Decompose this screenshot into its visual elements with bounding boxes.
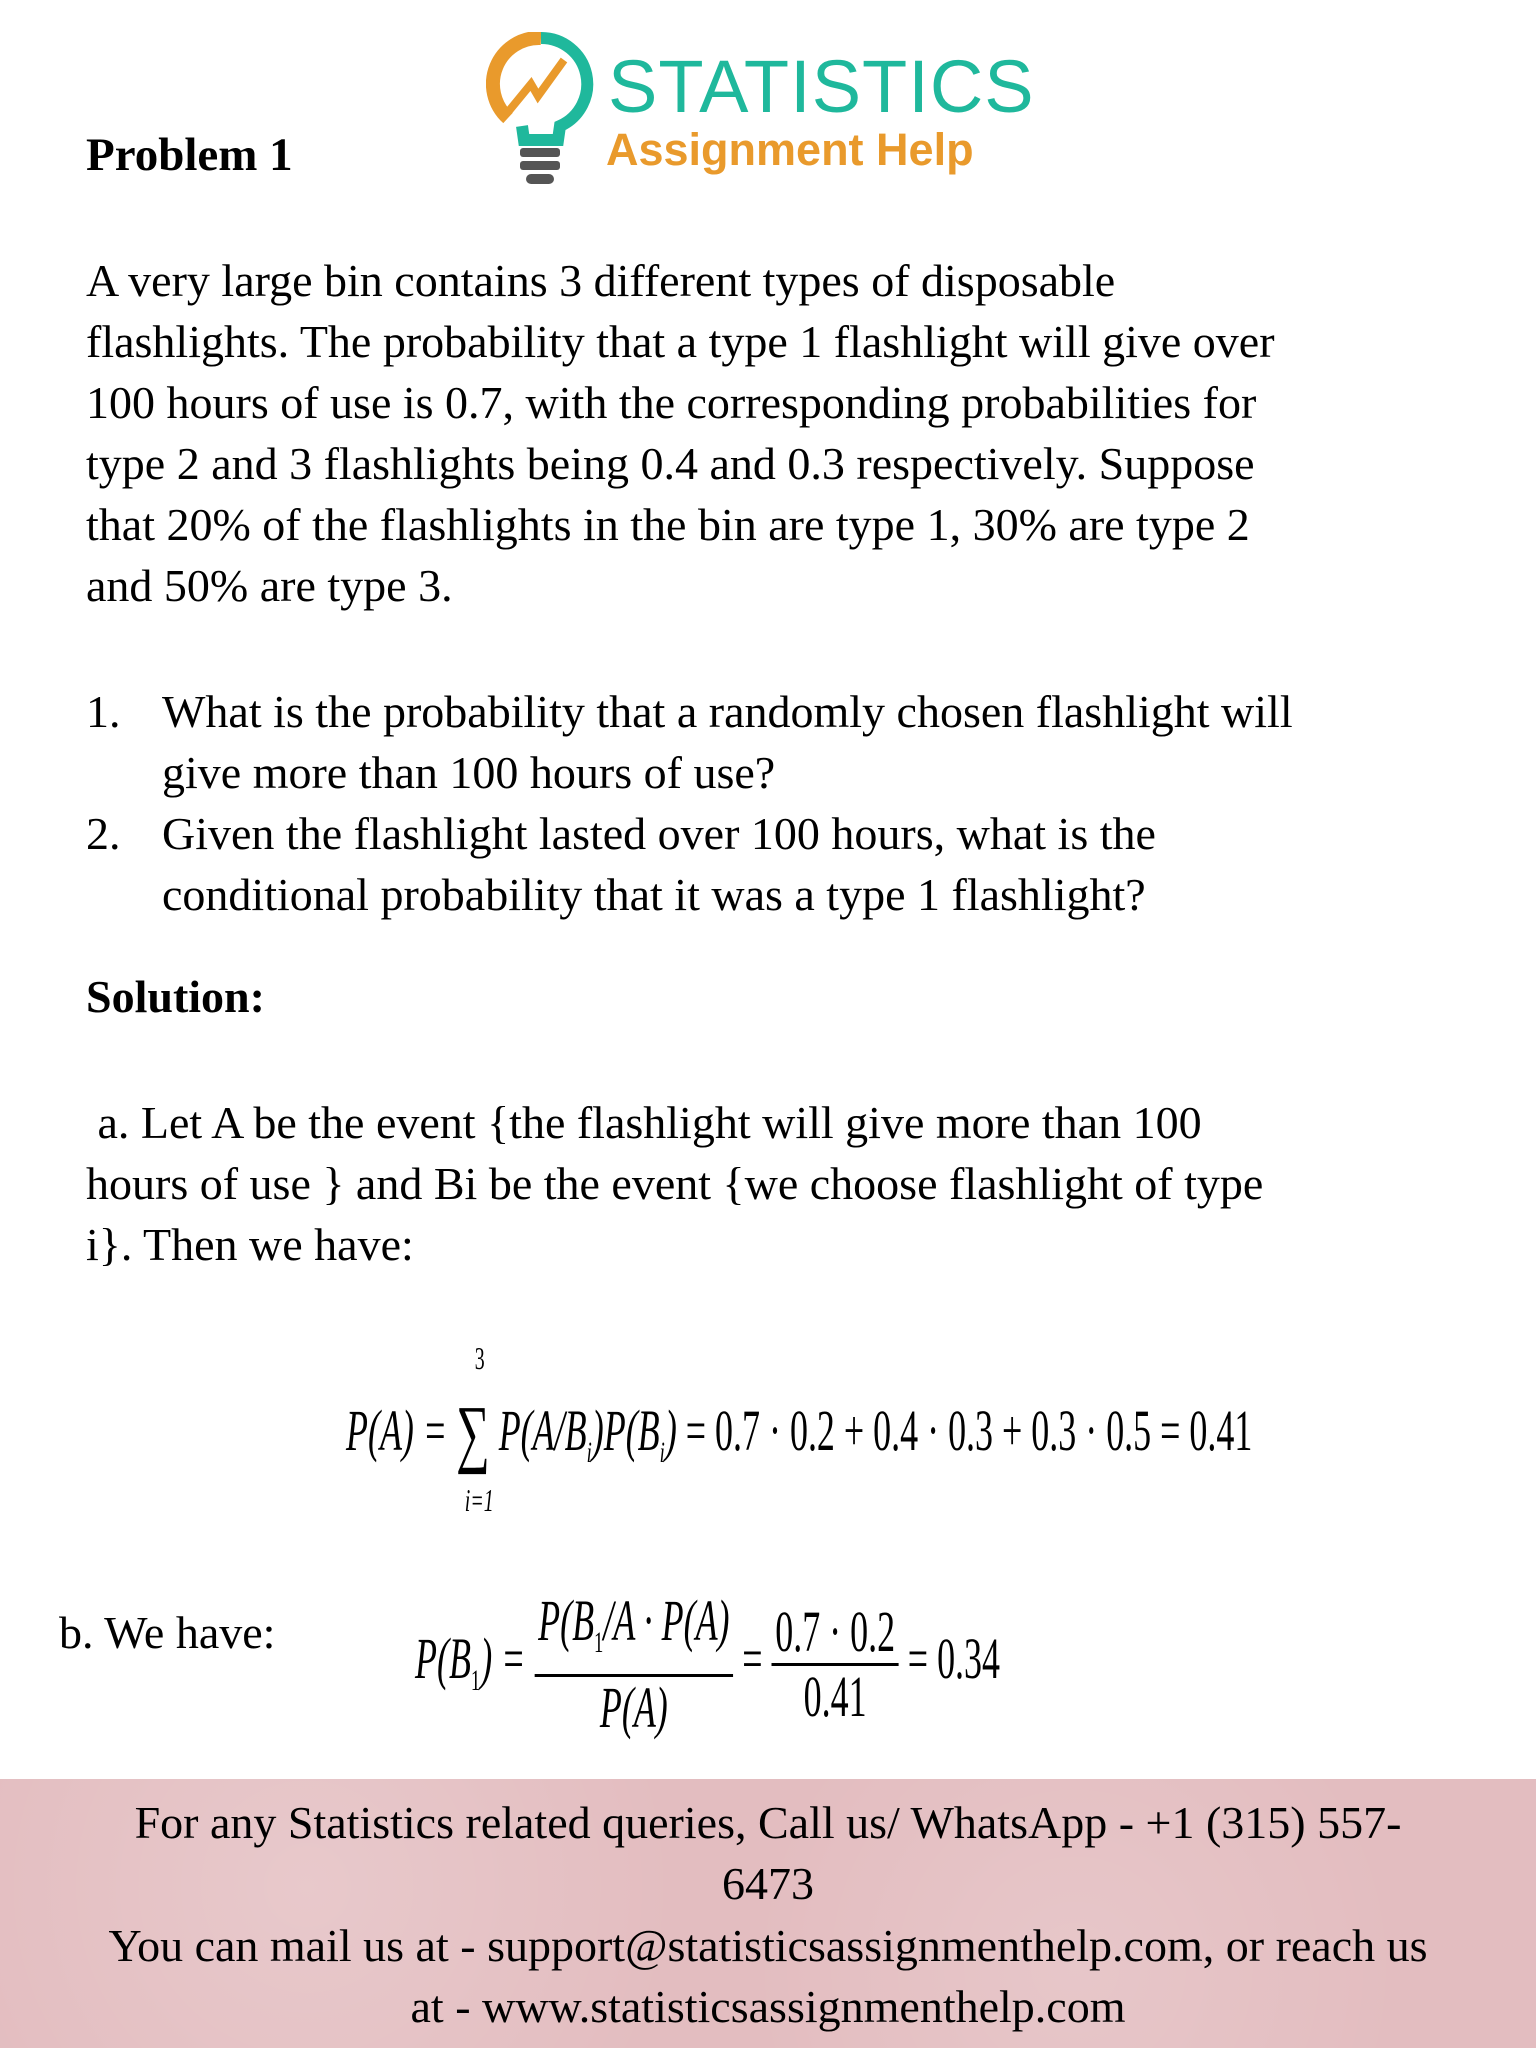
logo — [486, 32, 1035, 192]
footer-line: You can mail us at - support@statisticsassignmenthelp.com, or reach us — [108, 1920, 1428, 1971]
text-line: Given the flashlight lasted over 100 hours, what is the — [162, 808, 1156, 859]
text-line: A very large bin contains 3 different types of disposable — [86, 255, 1116, 306]
text-line: give more than 100 hours of use? — [162, 747, 776, 798]
question-item — [86, 803, 1293, 925]
logo-text-statistics: STATISTICS — [608, 45, 1035, 128]
formula-term: P(A/B — [498, 1398, 587, 1463]
text-line: i}. Then we have: — [86, 1219, 414, 1270]
numerator: 0.7 · 0.2 — [772, 1601, 899, 1666]
subscript: 1 — [470, 1663, 481, 1697]
question-item — [86, 681, 1293, 803]
fraction — [772, 1601, 899, 1728]
fraction — [534, 1590, 733, 1739]
denominator: 0.41 — [803, 1664, 867, 1729]
text-line: type 2 and 3 flashlights being 0.4 and 0.3 respectively. Suppose — [86, 438, 1255, 489]
problem-statement — [86, 250, 1275, 616]
question-number: 2. — [86, 808, 121, 859]
text-line: flashlights. The probability that a type 1 flashlight will give over — [86, 316, 1275, 367]
text-line: hours of use } and Bi be the event {we choose flashlight of type — [86, 1158, 1264, 1209]
subscript: i — [659, 1436, 665, 1469]
subscript: 1 — [594, 1626, 604, 1659]
question-list — [86, 681, 1293, 925]
part-b-label: b. We have: — [59, 1607, 276, 1658]
solution-title: Solution: — [86, 971, 265, 1022]
lightbulb-chart-icon — [486, 32, 596, 192]
formula-lhs: ) = — [480, 1625, 526, 1691]
text-line: What is the probability that a randomly chosen flashlight will — [162, 686, 1293, 737]
denominator: P(A) — [599, 1675, 668, 1740]
text-line: and 50% are type 3. — [86, 560, 453, 611]
text-line: conditional probability that it was a type 1 flashlight? — [162, 869, 1146, 920]
footer-line: at - www.statisticsassignmenthelp.com — [410, 1981, 1126, 2032]
part-a-text — [86, 1092, 1263, 1275]
formula-bayes — [415, 1590, 1359, 1739]
formula-term: )P(B — [591, 1398, 660, 1463]
formula-term: ) — [664, 1398, 677, 1463]
text-line: 100 hours of use is 0.7, with the corresponding probabilities for — [86, 377, 1257, 428]
sigma-symbol: ∑ — [456, 1391, 490, 1475]
subscript: i — [586, 1436, 592, 1469]
question-number: 1. — [86, 686, 121, 737]
numerator: P(B — [538, 1588, 595, 1653]
sum-upper-limit: 3 — [474, 1340, 485, 1376]
numerator: /A · P(A) — [603, 1588, 730, 1653]
formula-lhs: P(A) = — [346, 1398, 448, 1463]
logo-text-assignment-help: Assignment Help — [606, 124, 974, 175]
formula-lhs: P(B — [415, 1625, 471, 1691]
text-line: that 20% of the flashlights in the bin are type 1, 30% are type 2 — [86, 499, 1250, 550]
text-line: a. Let A be the event {the flashlight will give more than 100 — [86, 1097, 1202, 1148]
formula-rhs: = 0.7 · 0.2 + 0.4 · 0.3 + 0.3 · 0.5 = 0.41 — [685, 1398, 1253, 1463]
equals: = — [742, 1625, 763, 1691]
sum-lower-limit: i=1 — [464, 1482, 494, 1518]
footer-line: 6473 — [722, 1858, 814, 1909]
formula-result: = 0.34 — [907, 1625, 1000, 1691]
footer-line: For any Statistics related queries, Call us/ WhatsApp - +1 (315) 557- — [134, 1797, 1402, 1848]
contact-footer — [0, 1779, 1536, 2048]
problem-title: Problem 1 — [86, 129, 293, 181]
